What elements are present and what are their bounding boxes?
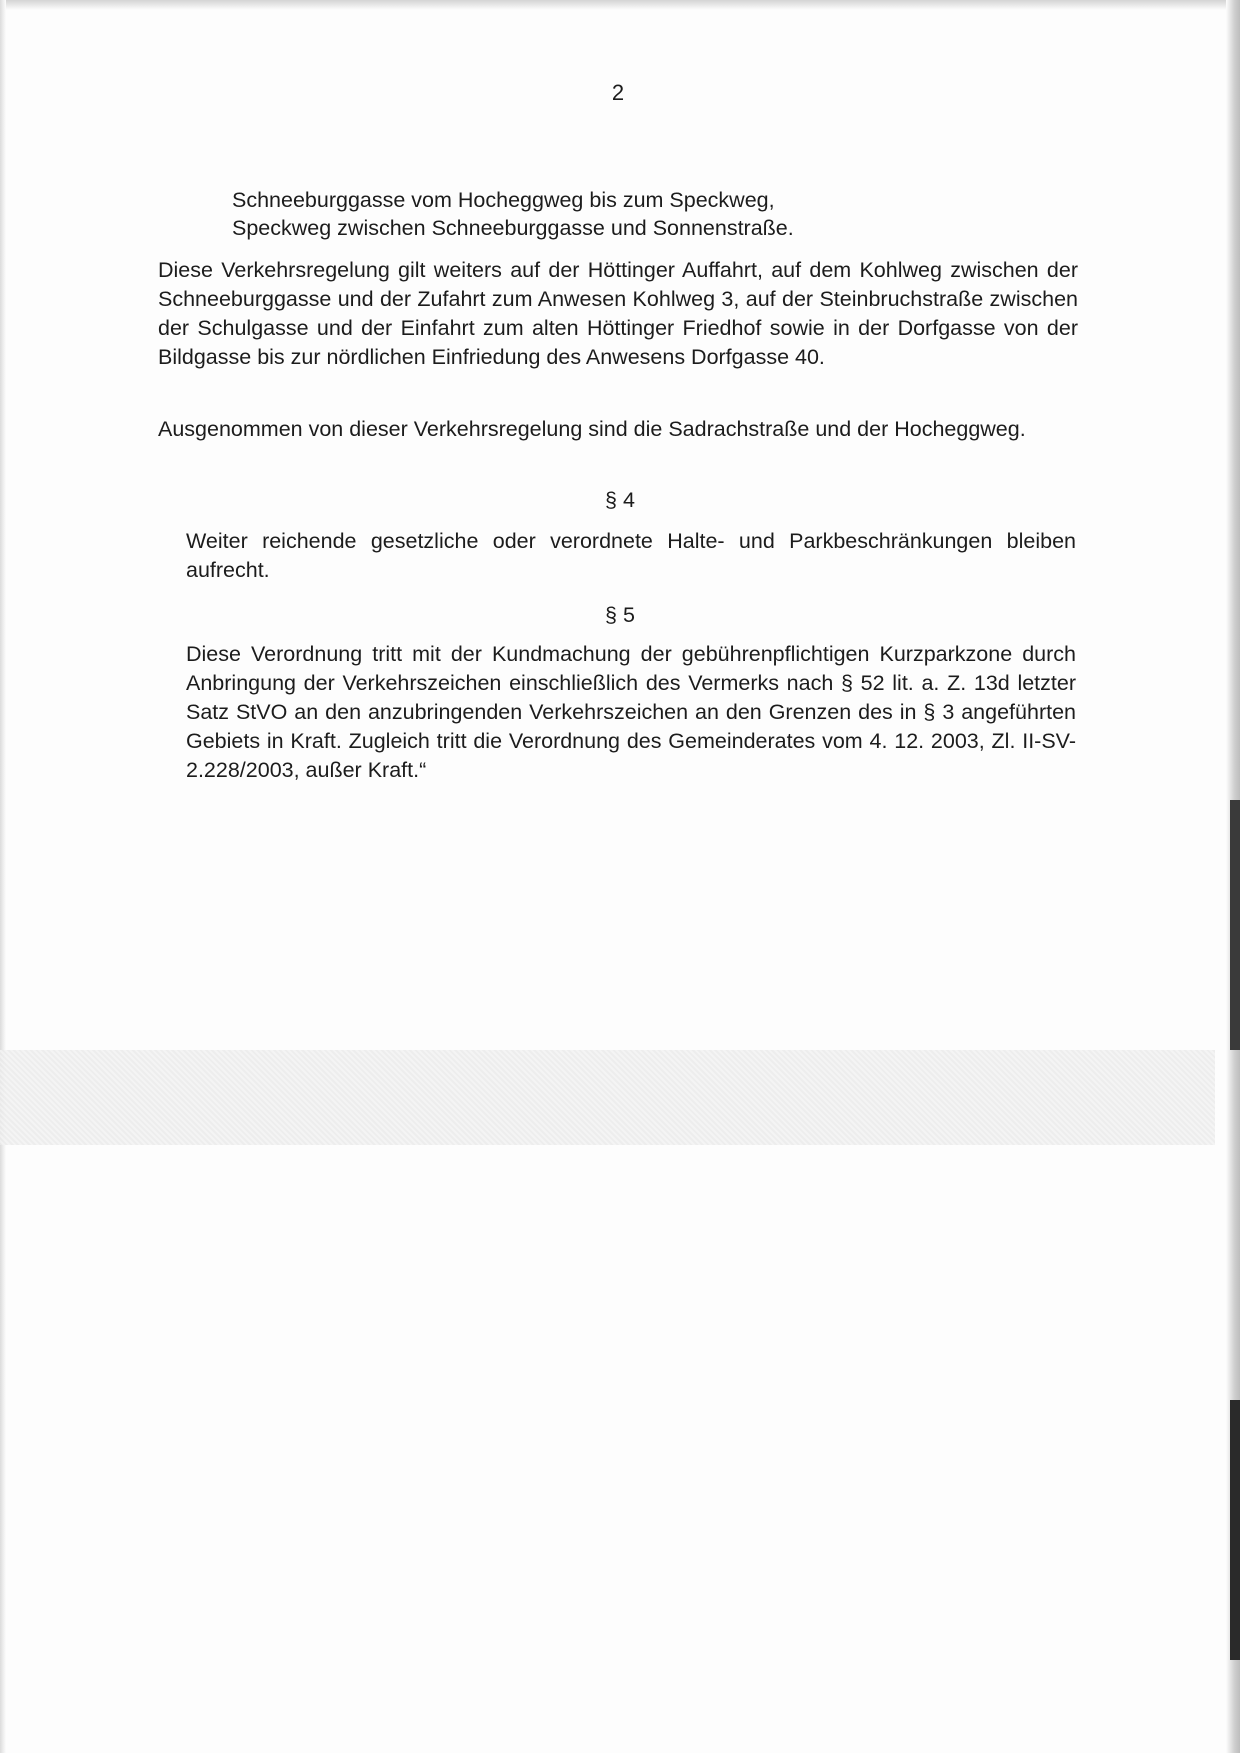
scan-edge-shadow bbox=[1230, 800, 1240, 1050]
scan-edge-top bbox=[0, 0, 1240, 10]
section-4-heading: § 4 bbox=[605, 488, 635, 512]
street-list-item: Speckweg zwischen Schneeburggasse und Sonnenstraße. bbox=[232, 216, 794, 240]
section-4-text: Weiter reichende gesetzliche oder verordnete Halte- und Parkbeschränkungen bleiben aufrecht. bbox=[186, 529, 1076, 582]
street-list-item: Schneeburggasse vom Hocheggweg bis zum Speckweg, bbox=[232, 188, 775, 212]
paragraph-extension: Diese Verkehrsregelung gilt weiters auf der Höttinger Auffahrt, auf dem Kohlweg zwischen der Schneeburggasse und der Zufahrt zum Anwesen Kohlweg 3, auf der Steinbruchstraße zwischen der Schulgasse und der Einfahrt zum alten Höttinger Friedhof sowie in der Dorfgasse von der Bildgasse bis zur nördlichen Einfriedung des Anwesens Dorfgasse 40. bbox=[158, 258, 1078, 369]
page-number: 2 bbox=[611, 80, 625, 105]
paragraph-exception: Ausgenommen von dieser Verkehrsregelung sind die Sadrachstraße und der Hocheggweg. bbox=[158, 417, 1026, 441]
scan-edge-shadow bbox=[1230, 1400, 1240, 1660]
scan-edge-left bbox=[0, 0, 6, 1753]
section-5-heading: § 5 bbox=[605, 603, 635, 627]
section-5-text: Diese Verordnung tritt mit der Kundmachung der gebührenpflichtigen Kurzparkzone durch Anbringung der Verkehrszeichen einschließlich des Vermerks nach § 52 lit. a. Z. 13d letzter Satz StVO an den anzubringenden Verkehrszeichen an den Grenzen des in § 3 angeführten Gebiets in Kraft. Zugleich tritt die Verordnung des Gemeinderates vom 4. 12. 2003, Zl. II-SV-2.228/2003, außer Kraft.“ bbox=[186, 642, 1076, 782]
scan-artifact-band bbox=[0, 1050, 1215, 1145]
